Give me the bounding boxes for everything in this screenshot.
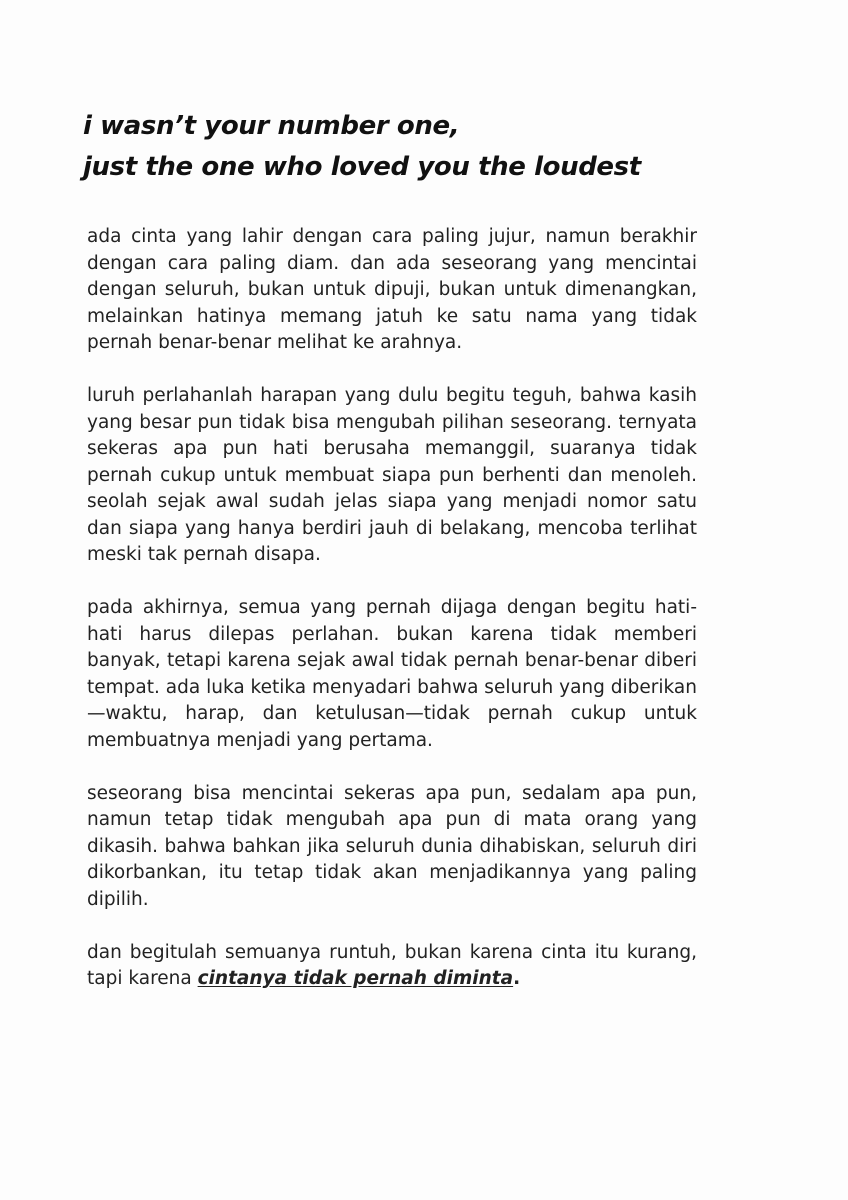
paragraph-3: pada akhirnya, semua yang pernah dijaga dengan begitu hati-hati harus dilepas perlahan. bukan karena tidak memberi banyak, tetapi karena sejak awal tidak pernah benar-benar diberi tempat. ada luka ketika menyadari bahwa seluruh yang diberikan—waktu, harap, dan ketulusan—tidak pernah cukup untuk membuatnya menjadi yang pertama. — [87, 597, 697, 751]
paragraph-2: luruh perlahanlah harapan yang dulu begitu teguh, bahwa kasih yang besar pun tidak bisa mengubah pilihan seseorang. ternyata sekeras apa pun hati berusaha memanggil, suaranya tidak pernah cukup untuk membuat siapa pun berhenti dan menoleh. seolah sejak awal sudah jelas siapa yang menjadi nomor satu dan siapa yang hanya berdiri jauh di belakang, mencoba terlihat meski tak pernah disapa. — [87, 385, 697, 565]
poem-body — [87, 224, 697, 1019]
poem-title — [83, 106, 783, 188]
closing-lead: dan begitulah semuanya runtuh, bukan karena cinta itu kurang, tapi karena — [87, 941, 697, 989]
closing-paragraph — [87, 940, 697, 993]
title-line-2: just the one who loved you the loudest — [83, 152, 641, 182]
paragraph-1: ada cinta yang lahir dengan cara paling jujur, namun berakhir dengan cara paling diam. dan ada seseorang yang mencintai dengan seluruh, bukan untuk dipuji, bukan untuk dimenangkan, melainkan hatinya memang jatuh ke satu nama yang tidak pernah benar-benar melihat ke arahnya. — [87, 226, 697, 353]
closing-end: . — [513, 968, 521, 989]
title-line-1: i wasn’t your number one, — [83, 111, 460, 141]
paragraph-4: seseorang bisa mencintai sekeras apa pun, sedalam apa pun, namun tetap tidak mengubah apa pun di mata orang yang dikasih. bahwa bahkan jika seluruh dunia dihabiskan, seluruh diri dikorbankan, itu tetap tidak akan menjadikannya yang paling dipilih. — [87, 782, 697, 910]
closing-emphasis: cintanya tidak pernah diminta — [197, 968, 514, 989]
